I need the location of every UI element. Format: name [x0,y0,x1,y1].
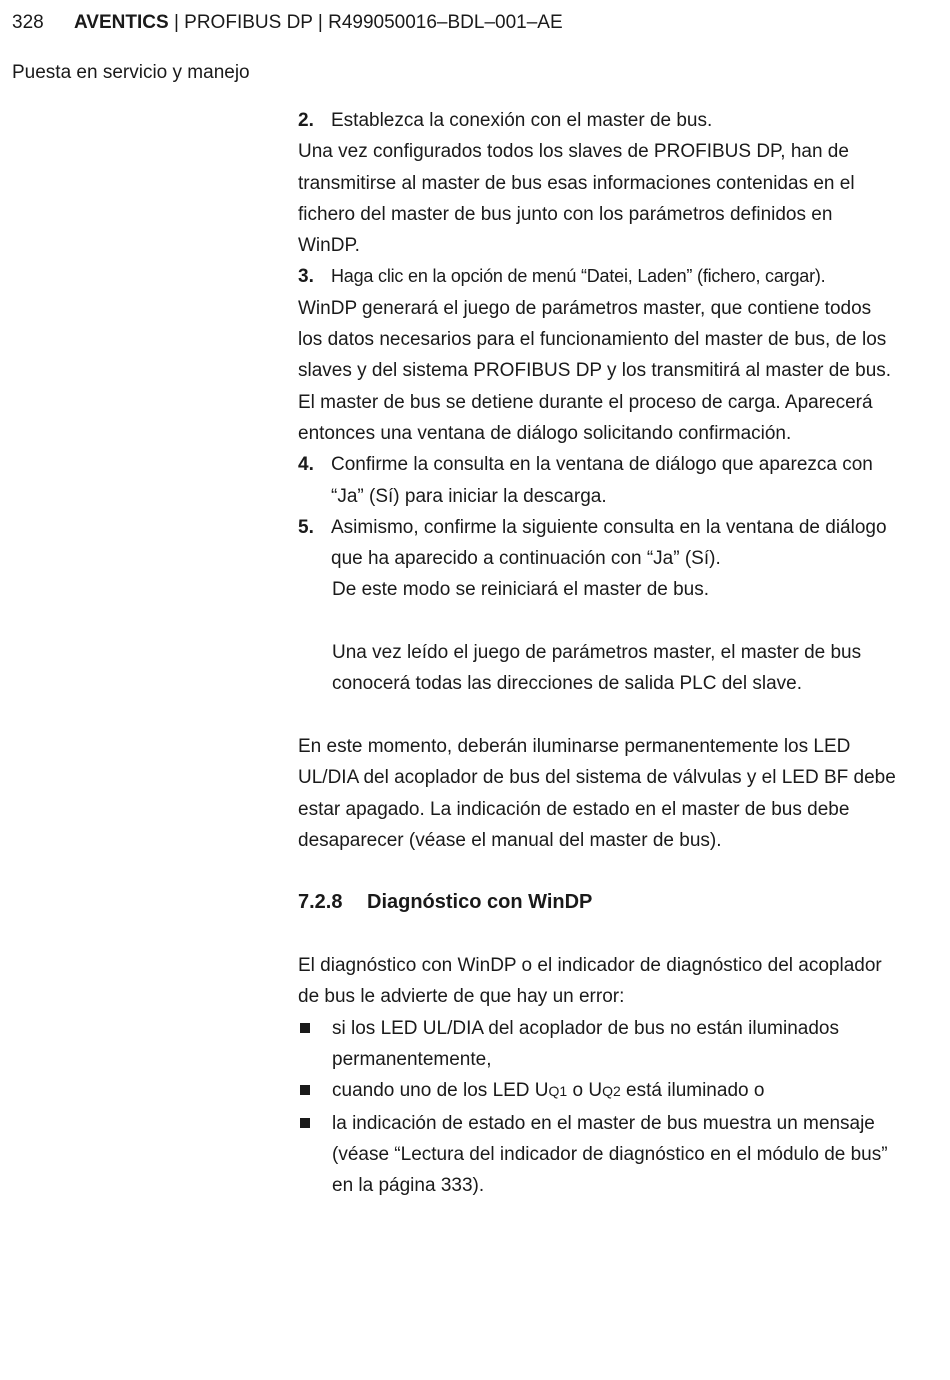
step-5 [298,512,898,575]
step-2-explanation: Una vez configurados todos los slaves de PROFIBUS DP, han de transmitirse al master de bus esas informaciones contenidas en el fichero del master de bus junto con los parámetros definidos en WinDP. [298,141,855,257]
step-number: 2. [298,110,314,131]
step-text: Asimismo, confirme la siguiente consulta en la ventana de diálogo que ha aparecido a continuación con “Ja” (Sí). [331,516,887,570]
step-number: 4. [298,454,314,476]
list-item: si los LED UL/DIA del acoplador de bus no están iluminados permanentemente, [298,1013,898,1076]
bullet-square-icon [298,1013,332,1076]
heading-number: 7.2.8 [298,891,343,914]
page-header [12,12,563,34]
read-note: Una vez leído el juego de parámetros master, el master de bus conocerá todas las direcciones de salida PLC del slave. [332,642,862,695]
step-number: 5. [298,516,314,538]
list-item: la indicación de estado en el master de bus muestra un mensaje (véase “Lectura del indicador de diagnóstico en el módulo de bus” en la página 333). [298,1108,898,1202]
step-4 [298,449,898,512]
step-3 [298,261,898,292]
restart-note: De este modo se reiniciará el master de bus. [332,579,710,601]
bullet-square-icon [298,1108,332,1202]
heading-title: Diagnóstico con WinDP [367,891,593,914]
main-content [298,105,898,1201]
led-status-paragraph: En este momento, deberán iluminarse permanentemente los LED UL/DIA del acoplador de bus del sistema de válvulas y el LED BF debe estar apagado. La indicación de estado en el master de bus debe desaparecer (véase el manual del master de bus). [298,735,896,851]
step-3-explanation: WinDP generará el juego de parámetros master, que contiene todos los datos necesarios para el funcionamiento del master de bus, de los slaves y del sistema PROFIBUS DP y los transmitirá al master de bus. [298,297,892,382]
section-title: Puesta en servicio y manejo [12,62,250,83]
brand-name: AVENTICS [74,12,169,33]
step-text: Confirme la consulta en la ventana de diálogo que aparezca con “Ja” (Sí) para iniciar la descarga. [331,454,873,507]
step-text: Haga clic en la opción de menú “Datei, Laden” (fichero, cargar). [331,266,826,287]
section-heading [298,887,898,918]
step-2 [298,105,898,136]
diagnosis-intro: El diagnóstico con WinDP o el indicador de diagnóstico del acoplador de bus le advierte de que hay un error: [298,955,882,1008]
page-number: 328 [12,12,44,33]
document-info: | PROFIBUS DP | R499050016–BDL–001–AE [168,12,563,33]
list-item: cuando uno de los LED UQ1 o UQ2 está iluminado o [298,1075,898,1107]
step-text: Establezca la conexión con el master de bus. [331,110,713,131]
step-number: 3. [298,266,314,288]
step-3-note: El master de bus se detiene durante el proceso de carga. Aparecerá entonces una ventana de diálogo solicitando confirmación. [298,391,873,444]
bullet-square-icon [298,1075,332,1107]
